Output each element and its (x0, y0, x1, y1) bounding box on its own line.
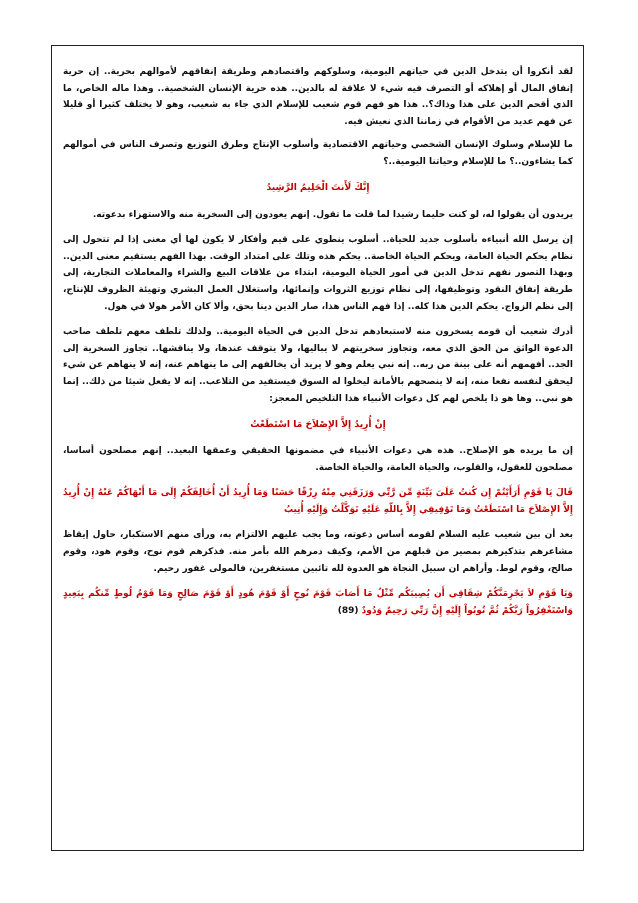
paragraph-people-denied-religion: لقد أنكروا أن يتدخل الدين في حياتهم اليومية، وسلوكهم واقتصادهم وطريقة إنفاقهم لأموالهم بحرية.. إن حرية إنفاق المال أو إهلاكه أو التصرف فيه شيء لا علاقة له بالدين.. هذه حرية الإنسان الشخصية.. وهذا ماله الخاص، ما الذي أقحم الدين على هذا وذاك؟.. هذا هو فهم قوم شعيب للإسلام الذي جاء به شعيب، وهو لا يختلف كثيرا أو قليلا عن فهم عديد من الأقوام في زماننا الذي نعيش فيه. (63, 67, 573, 127)
paragraph-mockery: يريدون أن يقولوا له، لو كنت حليما رشيدا لما قلت ما تقول. إنهم يعودون إلى السخرية منه والاستهزاء بدعوته. (92, 209, 573, 220)
document-body (63, 48, 573, 619)
paragraph-reform-meaning: إن ما يريده هو الإصلاح.. هذه هي دعوات الأنبياء في مضمونها الحقيقي وعمقها البعيد.. إنهم مصلحون أساسا، مصلحون للعقول، والقلوب، والحياة العامة، والحياة الخاصة. (63, 446, 573, 473)
quran-quote-halim-rashid: إِنَّكَ لَأَنتَ الْحَلِيمُ الرَّشِيدُ (266, 181, 370, 193)
quran-quote-islah: إِنْ أُرِيدُ إِلاَّ الإِصْلاَحَ مَا اسْتَطَعْتُ (250, 419, 386, 431)
quran-quote-verse-88: قَالَ يَا قَوْمِ أَرَأَيْتُمْ إِن كُنتُ عَلَىَ بَيِّنَةٍ مِّن رَّبِّي وَرَزَقَنِي مِنْهُ رِزْقًا حَسَنًا وَمَا أُرِيدُ أَنْ أُخَالِفَكُمْ إِلَى مَا أَنْهَاكُمْ عَنْهُ إِنْ أُرِيدُ إِلاَّ الإِصْلاَحَ مَا اسْتَطَعْتُ وَمَا تَوْفِيقِي إِلاَّ بِاللّهِ عَلَيْهِ تَوَكَّلْتُ وَإِلَيْهِ أُنِيبُ (63, 488, 573, 515)
verse-number-89: (89) (337, 605, 359, 616)
quran-quote-verse-89 (63, 586, 573, 619)
paragraph-reminder-of-nations: بعد أن بين شعيب عليه السلام لقومه أساس دعوته، وما يجب عليهم الالتزام به، ورأى منهم الاستكبار، حاول إيقاظ مشاعرهم بتذكيرهم بمصير من قبلهم من الأمم، وكيف دمرهم الله بأمر منه. فذكرهم قوم نوح، وقوم هود، وقوم صالح، وقوم لوط. وأراهم ان سبيل النجاة هو العدوة لله تائبين مستغفرين، فالمولى غفور رحيم. (63, 530, 573, 574)
paragraph-what-has-islam: ما للإسلام وسلوك الإنسان الشخصي وحياتهم الاقتصادية وأسلوب الإنتاج وطرق التوزيع وتصرف الناس في أموالهم كما يشاءون..؟ ما للإسلام وحياتنا اليومية..؟ (63, 140, 573, 167)
paragraph-shuaib-understood: أدرك شعيب أن قومه يسخرون منه لاستبعادهم تدخل الدين في الحياة اليومية.. ولذلك تلطف معهم تلطف صاحب الدعوة الواثق من الحق الذي معه، وتجاوز سخريتهم لا يباليها، ولا يتوقف عندها، ولا يناقشها.. تجاوز السخرية إلى الجد.. أفهمهم أنه على بينة من ربه.. إنه نبي يعلم وهو لا يريد أن يخالفهم إلى ما ينهاهم عنه، إنه لا ينهاهم عن شيء ليحقق لنفسه نفعا منه، إنه لا ينصحهم بالأمانة ليخلوا له السوق فيستفيد من التلاعب.. إنه لا يفعل شيئا من ذلك.. إنما هو نبي.. وها هو ذا يلخص لهم كل دعوات الأنبياء هذا التلخيص المعجز: (63, 327, 573, 404)
quran-quote-verse-89-text: وَيَا قَوْمِ لاَ يَجْرِمَنَّكُمْ شِقَاقِي أَن يُصِيبَكُم مِّثْلُ مَا أَصَابَ قَوْمَ نُوحٍ أَوْ قَوْمَ هُودٍ أَوْ قَوْمَ صَالِحٍ وَمَا قَوْمُ لُوطٍ مِّنكُم بِبَعِيدٍ وَاسْتَغْفِرُواْ رَبَّكُمْ ثُمَّ تُوبُواْ إِلَيْهِ إِنَّ رَبِّي رَحِيمٌ وَدُودٌ (63, 589, 573, 616)
paragraph-new-way-of-life: إن يرسل الله أنبياءه بأسلوب جديد للحياة.. أسلوب ينطوي على قيم وأفكار لا يكون لها أي معنى إذا لم تتحول إلى نظام يحكم الحياة العامة، ويحكم الحياة الخاصة.. يحكم هذه وتلك على امتداد الوقت. بهذا الفهم يستقيم معنى الدين.. وبهذا التصور نفهم تدخل الدين في أمور الحياة اليومية، ابتداء من علاقات البيع والشراء والمعاملات التجارية، إلى طريقة إنفاق النقود وتوظيفها، إلى نظام توزيع الثروات وإنمائها، واستغلال العمل البشري وتهيئة الظروف للإنتاج، إلى نظم الزواج. يحكم الدين هذا كله.. إذا فهم الناس هذا، صار الدين دينا بحق، وألا كان الأمر هولا في هول. (63, 235, 573, 312)
